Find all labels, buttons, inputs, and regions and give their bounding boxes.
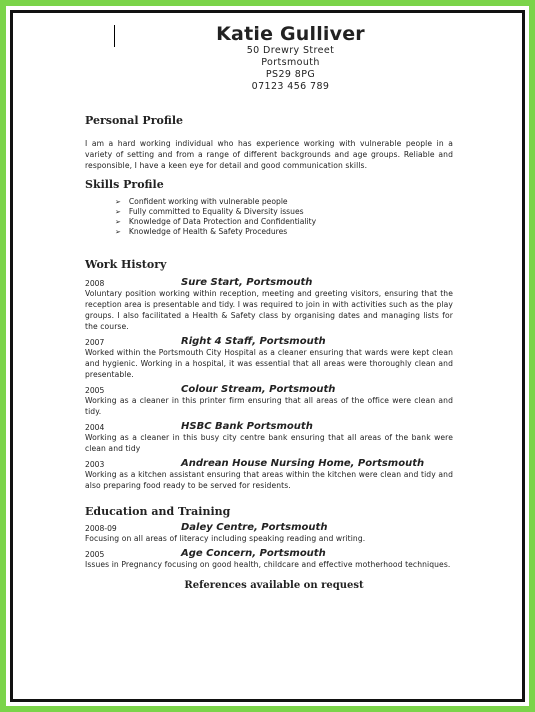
personal-profile-text: I am a hard working individual who has experience working with vulnerable people in a variety of setting and from a range of different backgrounds and age groups. Reliable and responsible, I have a keen eye for detail and good communication skills. (85, 139, 453, 170)
text-cursor (114, 25, 115, 47)
job-description: Working as a cleaner in this busy city centre bank ensuring that all areas of the bank were clean and tidy (85, 433, 453, 453)
address-line: Portsmouth (261, 57, 320, 68)
job-description: Worked within the Portsmouth City Hospital as a cleaner ensuring that wards were kept clean and hygienic. Working in a hospital, it was essential that all areas were thoroughly clean and presentable. (85, 348, 453, 379)
skills-list (115, 197, 463, 237)
cv-document (73, 0, 463, 591)
skills-profile-heading: Skills Profile (85, 178, 164, 191)
job-employer: Colour Stream, Portsmouth (181, 384, 336, 395)
job-employer: Sure Start, Portsmouth (181, 277, 313, 288)
job-year: 2003 (85, 460, 105, 469)
address-line: PS29 8PG (265, 69, 316, 80)
education-description: Issues in Pregnancy focusing on good health, childcare and effective motherhood techniques. (85, 560, 451, 569)
references-note: References available on request (184, 580, 364, 591)
education-place: Age Concern, Portsmouth (181, 548, 326, 559)
job-year: 2004 (85, 423, 105, 432)
education-year: 2008-09 (85, 524, 117, 533)
job-employer: HSBC Bank Portsmouth (181, 421, 313, 432)
skill-item: ➢ Knowledge of Data Protection and Confidentiality (115, 217, 463, 227)
job-employer: Right 4 Staff, Portsmouth (181, 336, 326, 347)
job-description: Working as a kitchen assistant ensuring that areas within the kitchen were clean and tidy and also preparing food ready to be served for residents. (85, 470, 453, 490)
education-header (85, 550, 463, 559)
education-place: Daley Centre, Portsmouth (181, 522, 328, 533)
job-year: 2007 (85, 338, 105, 347)
job-description: Voluntary position working within reception, meeting and greeting visitors, ensuring that the reception area is presentable and tidy. I was required to join in with activities such as the play groups. I also facilitated a Health & Safety class by organising dates and managing lists for the course. (85, 289, 453, 331)
job-header (85, 279, 463, 288)
name-text: Katie Gulliver (216, 23, 365, 45)
cv-header (118, 23, 463, 93)
job-year: 2005 (85, 386, 105, 395)
job-header (85, 460, 463, 469)
address-block (118, 45, 463, 93)
skill-item: ➢ Confident working with vulnerable people (115, 197, 463, 207)
skill-item: ➢ Fully committed to Equality & Diversity issues (115, 207, 463, 217)
job-description: Working as a cleaner in this printer firm ensuring that all areas of the office were clean and tidy. (85, 396, 453, 416)
phone-number: 07123 456 789 (251, 81, 330, 92)
education-header (85, 524, 463, 533)
skill-item: ➢ Knowledge of Health & Safety Procedures (115, 227, 463, 237)
job-header (85, 423, 463, 432)
education-heading: Education and Training (85, 505, 231, 518)
education-description: Focusing on all areas of literacy including speaking reading and writing. (85, 534, 366, 543)
address-line: 50 Drewry Street (246, 45, 335, 56)
job-employer: Andrean House Nursing Home, Portsmouth (181, 458, 425, 469)
job-header (85, 386, 463, 395)
work-history-heading: Work History (85, 258, 167, 271)
job-header (85, 338, 463, 347)
education-year: 2005 (85, 550, 105, 559)
candidate-name (118, 23, 463, 45)
personal-profile-heading: Personal Profile (85, 114, 184, 127)
job-year: 2008 (85, 279, 105, 288)
